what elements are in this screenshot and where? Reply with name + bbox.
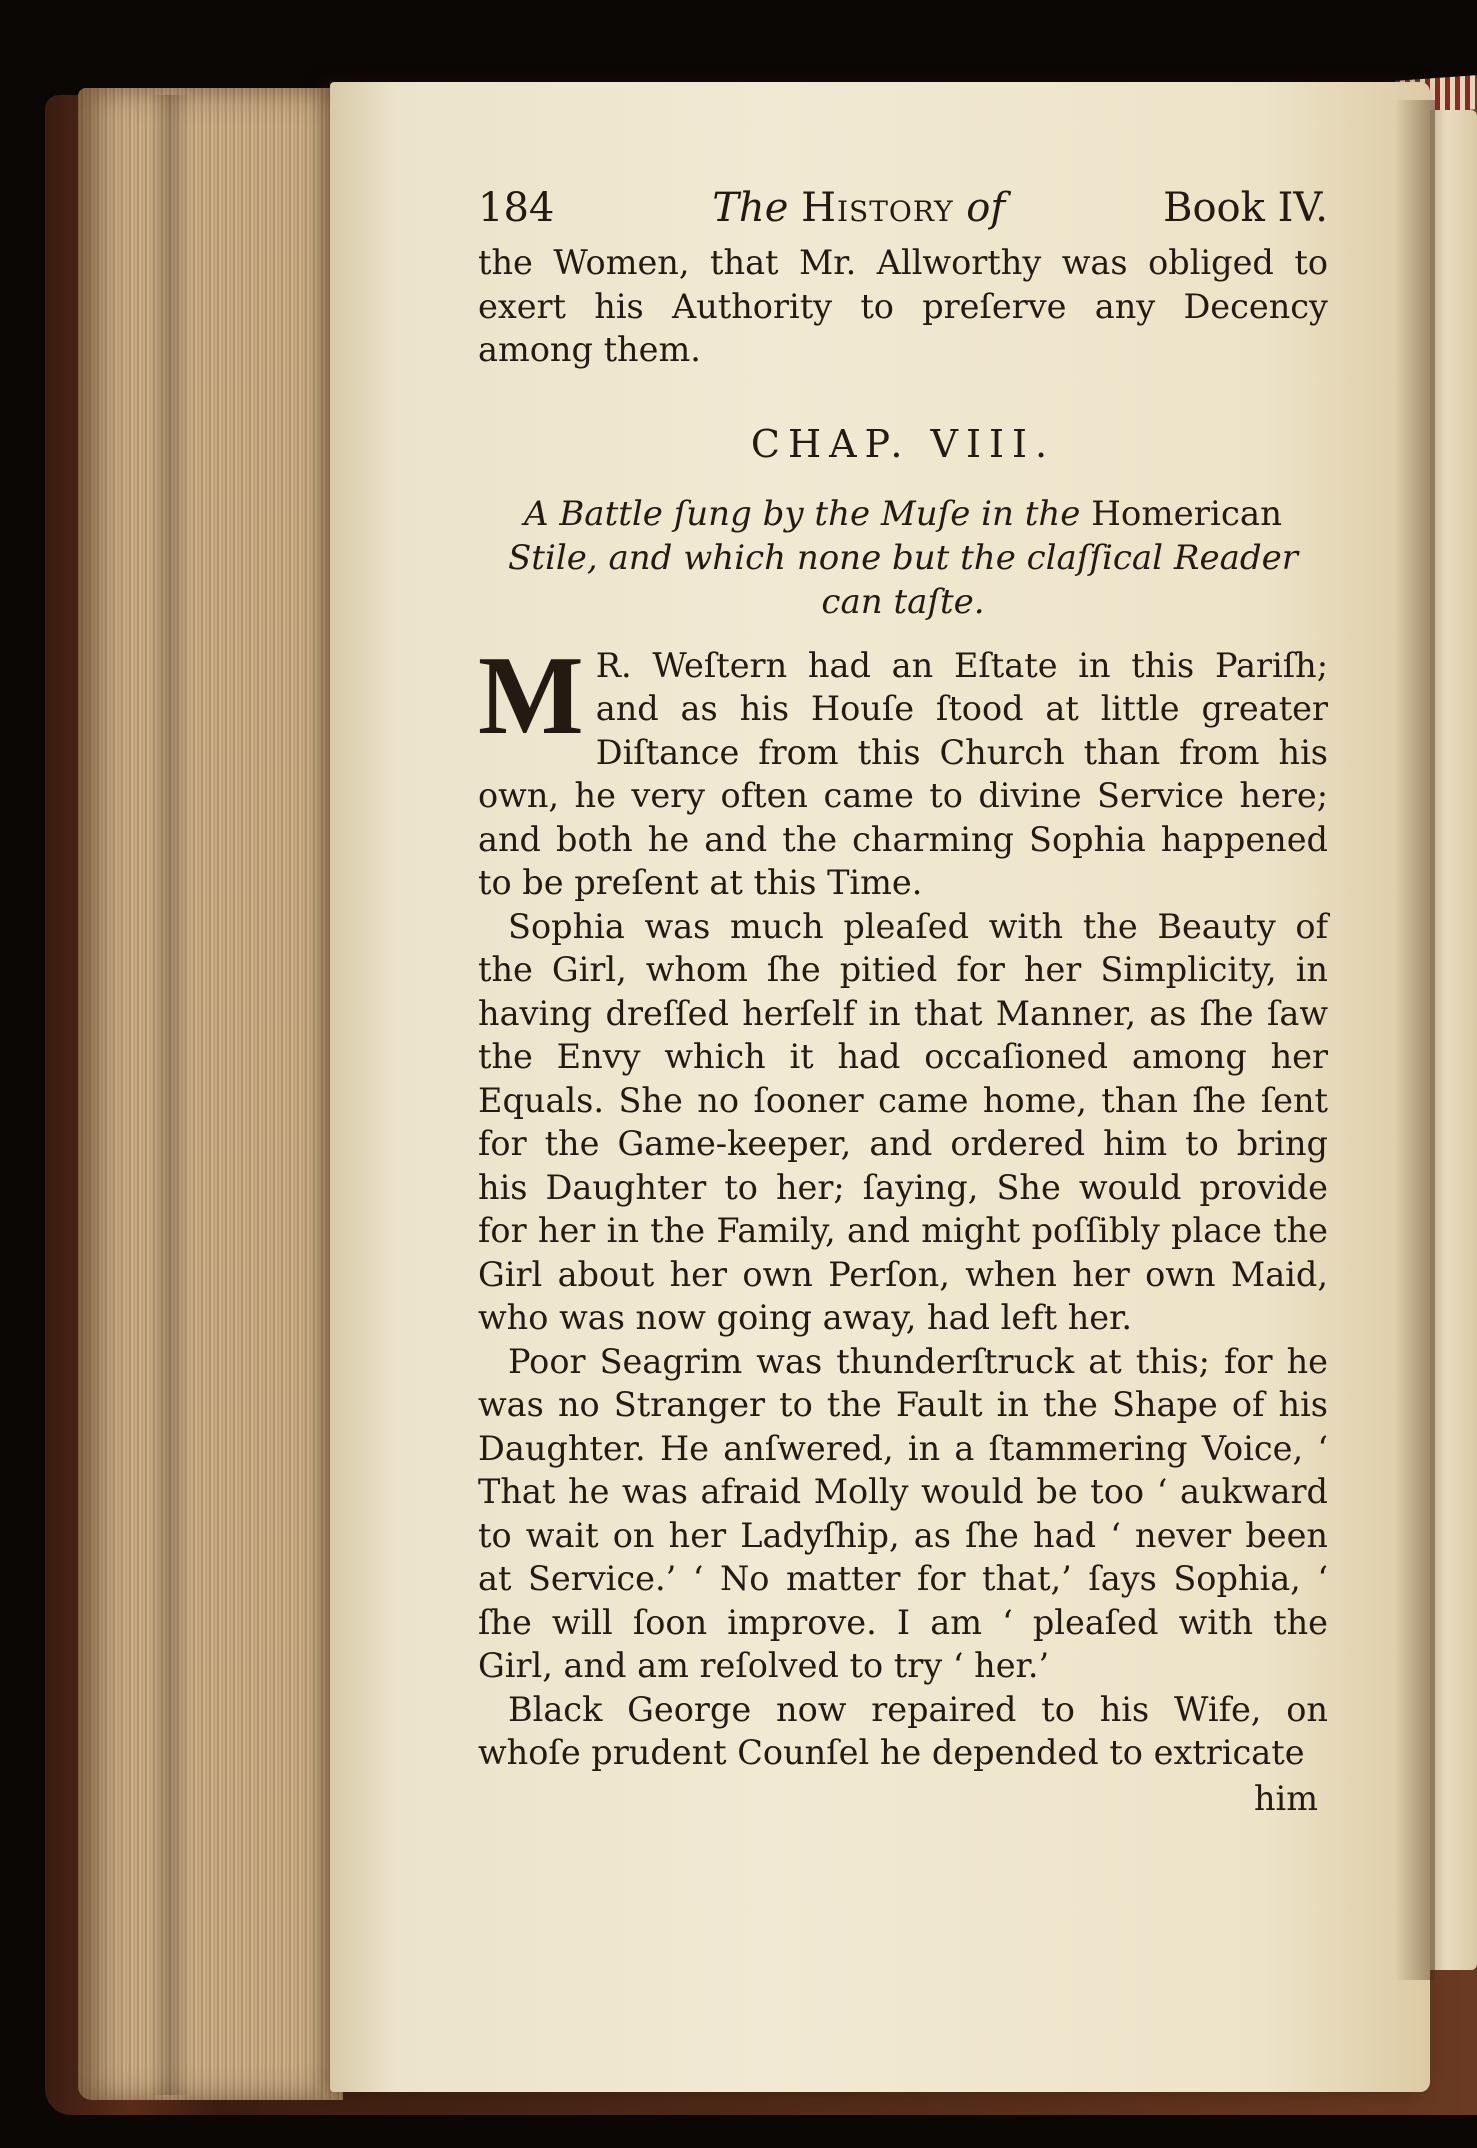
book-number: Book IV. xyxy=(1163,185,1328,231)
paragraph-1 xyxy=(478,633,1328,905)
paragraph-1-text: R. Weſtern had an Eſtate in this Pariſh; and as his Houſe ſtood at little greater Diſtance from this Church than from his own, he very often came to divine Service here; and both he and the charming Sophia happened to be preſent at this Time. xyxy=(478,645,1328,902)
running-title-history: History xyxy=(801,185,954,231)
opening-lines: the Women, that Mr. Allworthy was obliged to exert his Authority to preſerve any Decency among them. xyxy=(478,243,1328,369)
drop-cap: M xyxy=(478,633,584,758)
page-edges-shadow xyxy=(150,95,190,2095)
paragraph-4: Black George now repaired to his Wife, on whoſe prudent Counſel he depended to extricate xyxy=(478,1689,1328,1772)
subtitle-part-1: A Battle ſung by the Muſe in the xyxy=(523,493,1081,534)
running-head xyxy=(478,185,1328,239)
subtitle-part-2: Stile, and which none but the claſſical Reader can taſte. xyxy=(508,537,1298,622)
page-number: 184 xyxy=(478,185,555,231)
catchword: him xyxy=(1253,1778,1318,1818)
chapter-heading: CHAP. VIII. xyxy=(750,421,1056,466)
gutter-shadow xyxy=(1395,100,1435,1980)
subtitle-homerican: Homerican xyxy=(1091,493,1283,534)
chapter-subtitle xyxy=(478,492,1328,624)
page-edges xyxy=(78,88,343,2100)
paragraph-2: Sophia was much pleaſed with the Beauty of the Girl, whom ſhe pitied for her Simplicity, in having dreſſed herſelf in that Manner, as ſhe ſaw the Envy which it had occaſioned among her Equals. She no ſooner came home, than ſhe ſent for the Game-keeper, and ordered him to bring his Daughter to her; ſaying, She would provide for her in the Family, and might poſſibly place the Girl about her own Perſon, when her own Maid, who was now going away, had left her. xyxy=(478,906,1328,1337)
facing-page-edge xyxy=(1428,110,1477,1970)
running-title-the: The xyxy=(712,185,789,231)
running-title-of: of xyxy=(966,185,1006,231)
paragraph-3: Poor Seagrim was thunderſtruck at this; for he was no Stranger to the Fault in the Shape of his Daughter. He anſwered, in a ſtammering Voice, ‘ That he was afraid Molly would be too ‘ aukward to wait on her Ladyſhip, as ſhe had ‘ never been at Service.’ ‘ No matter for that,’ ſays Sophia, ‘ ſhe will ſoon improve. I am ‘ pleaſed with the Girl, and am reſolved to try ‘ her.’ xyxy=(478,1341,1328,1685)
page-text xyxy=(478,185,1328,1818)
running-title xyxy=(712,185,1005,231)
